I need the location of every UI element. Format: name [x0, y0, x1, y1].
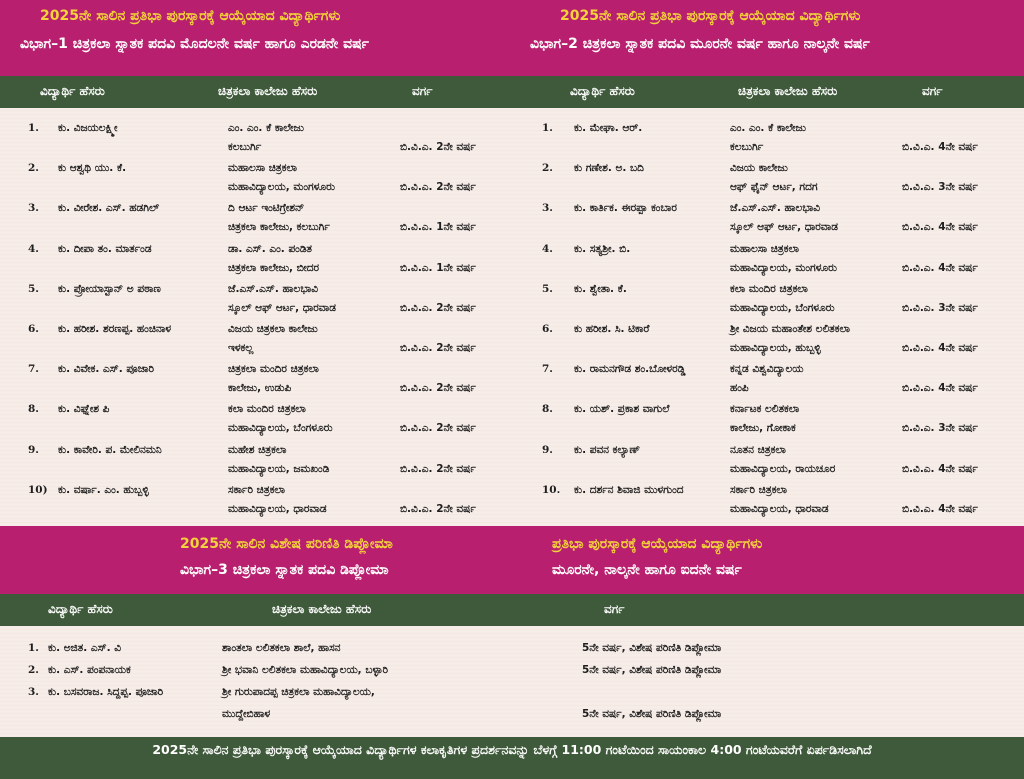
bottom-title-right: ಪ್ರತಿಭಾ ಪುರಸ್ಕಾರಕ್ಕೆ ಆಯ್ಕೆಯಾದ ವಿದ್ಯಾರ್ಥಿಗಳು: [552, 536, 763, 552]
college-name-line1: ಮಹಾಲಸಾ ಚಿತ್ರಕಲಾ: [228, 162, 298, 175]
college-name-line2: ಮಹಾವಿದ್ಯಾಲಯ, ರಾಯಚೂರ: [730, 462, 836, 475]
class-label: ಬಿ.ವಿ.ಎ. 3ನೇ ವರ್ಷ: [902, 422, 978, 435]
class-label: ಬಿ.ವಿ.ಎ. 4ನೇ ವರ್ಷ: [902, 382, 978, 395]
class-label: ಬಿ.ವಿ.ಎ. 1ನೇ ವರ್ಷ: [400, 261, 476, 274]
row-number: 10): [28, 483, 48, 496]
left-title: 2025ನೇ ಸಾಲಿನ ಪ್ರತಿಭಾ ಪುರಸ್ಕಾರಕ್ಕೆ ಆಯ್ಕೆಯಾದ ವಿದ್ಯಾರ್ಥಿಗಳು: [40, 8, 341, 24]
right-header-name: ವಿದ್ಯಾರ್ಥಿ ಹೆಸರು: [570, 84, 635, 98]
right-header-class: ವರ್ಗ: [922, 84, 943, 98]
college-name-line2: ಮಹಾವಿದ್ಯಾಲಯ, ಹುಬ್ಬಳ್ಳಿ: [730, 342, 821, 354]
class-label: ಬಿ.ವಿ.ಎ. 4ನೇ ವರ್ಷ: [902, 462, 978, 475]
college-name-line2: ಚಿತ್ರಕಲಾ ಕಾಲೇಜು, ಬೀದರ: [228, 261, 320, 274]
college-name-line2: ಸ್ಕೂಲ್ ಆಫ್ ಆರ್ಟ, ಧಾರವಾಡ: [730, 221, 838, 234]
class-label: ಬಿ.ವಿ.ಎ. 3ನೇ ವರ್ಷ: [902, 181, 978, 194]
class-label: ಬಿ.ವಿ.ಎ. 2ನೇ ವರ್ಷ: [400, 422, 476, 435]
bottom-header-name: ವಿದ್ಯಾರ್ಥಿ ಹೆಸರು: [48, 602, 113, 616]
college-name-line1: ಕಲಾ ಮಂದಿರ ಚಿತ್ರಕಲಾ: [228, 403, 306, 416]
class-label: 5ನೇ ವರ್ಷ, ವಿಶೇಷ ಪರಿಣಿತಿ ಡಿಪ್ಲೋಮಾ: [582, 708, 722, 720]
college-name-line1: ಮಹಾಲಸಾ ಚಿತ್ರಕಲಾ: [730, 242, 800, 255]
row-number: 6.: [28, 323, 39, 335]
college-name-line1: ಜೆ.ಎಸ್.ಎಸ್. ಹಾಲಭಾವಿ: [228, 282, 318, 295]
class-label: ಬಿ.ವಿ.ಎ. 2ನೇ ವರ್ಷ: [400, 141, 476, 153]
college-name-line1: ಕನ್ನಡ ವಿಶ್ವವಿದ್ಯಾಲಯ: [730, 363, 804, 376]
college-name-line2: ಕಾಲೇಜು, ಗೋಕಾಕ: [730, 422, 796, 435]
college-name-line2: ಮಹಾವಿದ್ಯಾಲಯ, ಜಮಖಂಡಿ: [228, 462, 330, 475]
student-name: ಕು. ರಾಮನಗೌಡ ಶಂ.ಬೋಳರಡ್ಡಿ: [574, 363, 686, 376]
row-number: 8.: [542, 403, 553, 416]
college-name-line2: ಇಳಕಲ್ಲ: [228, 342, 254, 354]
row-number: 9.: [542, 443, 553, 456]
college-name-line2: ಮಹಾವಿದ್ಯಾಲಯ, ಧಾರವಾಡ: [228, 502, 327, 515]
college-name-line1: ಕರ್ನಾಟಕ ಲಲಿತಕಲಾ: [730, 403, 800, 416]
college-name-line1: ವಿಜಯ ಚಿತ್ರಕಲಾ ಕಾಲೇಜು: [228, 323, 318, 335]
row-number: 1.: [28, 642, 39, 654]
college-name-line1: ಕಲಾ ಮಂದಿರ ಚಿತ್ರಕಲಾ: [730, 282, 808, 295]
row-number: 7.: [28, 363, 39, 376]
student-name: ಕು ಆಶ್ವಥಿ ಯು. ಕೆ.: [58, 162, 127, 175]
student-name: ಕು. ಹರೀಶ. ಶರಣಪ್ಪ. ಹಂಚಿನಾಳ: [58, 323, 172, 335]
row-number: 10.: [542, 483, 561, 496]
student-name: ಕು. ಎಸ್. ಪಂಪನಾಯಕ: [48, 664, 131, 676]
college-name-line2: ಮಹಾವಿದ್ಯಾಲಯ, ಧಾರವಾಡ: [730, 502, 829, 515]
row-number: 3.: [28, 202, 39, 215]
student-name: ಕು. ವೀರೇಶ. ಎಸ್. ಹಡಗಿಲ್: [58, 202, 160, 215]
class-label: ಬಿ.ವಿ.ಎ. 3ನೇ ವರ್ಷ: [902, 301, 978, 314]
row-number: 2.: [28, 664, 39, 676]
row-number: 5.: [28, 282, 39, 295]
college-name-line2: ಮಹಾವಿದ್ಯಾಲಯ, ಮಂಗಳೂರು: [730, 261, 837, 274]
row-number: 8.: [28, 403, 39, 416]
bottom-header-bar: [0, 594, 1024, 626]
student-name: ಕು. ಪ್ರೋಯಾಸ್ಟಾನ್ ಅ ಪಠಾಣ: [58, 282, 161, 295]
college-name-line2: ಚಿತ್ರಕಲಾ ಕಾಲೇಜು, ಕಲಬುರ್ಗಿ: [228, 221, 330, 234]
bottom-header-college: ಚಿತ್ರಕಲಾ ಕಾಲೇಜು ಹೆಸರು: [272, 602, 372, 616]
college-name-line2: ಕಾಲೇಜು, ಉಡುಪಿ: [228, 382, 292, 395]
college-name-line2: ಮಹಾವಿದ್ಯಾಲಯ, ಮಂಗಳೂರು: [228, 181, 335, 194]
class-label: ಬಿ.ವಿ.ಎ. 1ನೇ ವರ್ಷ: [400, 221, 476, 234]
row-number: 2.: [28, 162, 39, 175]
student-name: ಕು ಗಣೇಶ. ಅ. ಬದಿ: [574, 162, 644, 175]
footer-note: 2025ನೇ ಸಾಲಿನ ಪ್ರತಿಭಾ ಪುರಸ್ಕಾರಕ್ಕೆ ಆಯ್ಕೆಯಾದ ವಿದ್ಯಾರ್ಥಿಗಳ ಕಲಾಕೃತಿಗಳ ಪ್ರದರ್ಶನವನ್ನು ಬೆಳಗ್ಗೆ 11:00 ಗಂಟೆಯಿಂದ ಸಾಯಂಕಾಲ 4:00 ಗಂಟೆಯವರೆಗೆ ಏರ್ಪಡಿಸಲಾಗಿದೆ: [0, 737, 1024, 779]
row-number: 4.: [542, 242, 553, 255]
left-subtitle: ವಿಭಾಗ–1 ಚಿತ್ರಕಲಾ ಸ್ನಾತಕ ಪದವಿ ಮೊದಲನೇ ವರ್ಷ ಹಾಗೂ ಎರಡನೇ ವರ್ಷ: [20, 36, 369, 52]
class-label: ಬಿ.ವಿ.ಎ. 4ನೇ ವರ್ಷ: [902, 141, 978, 153]
student-name: ಕು. ಕಾರ್ತಿಕ. ಈರಪ್ಪಾ ಕಂಬಾರ: [574, 202, 677, 215]
college-name-line2: ಹಂಪಿ: [730, 382, 749, 395]
class-label: ಬಿ.ವಿ.ಎ. 2ನೇ ವರ್ಷ: [400, 502, 476, 515]
college-name-line1: ಎಂ. ಎಂ. ಕೆ ಕಾಲೇಜು: [228, 122, 304, 134]
college-name-line1: ಶ್ರೀ ಭವಾನಿ ಲಲಿತಕಲಾ ಮಹಾವಿದ್ಯಾಲಯ, ಬಳ್ಳಾರಿ: [222, 664, 389, 676]
row-number: 3.: [28, 686, 39, 698]
college-name-line2: ಕಲಬುರ್ಗಿ: [730, 141, 764, 153]
college-name-line2: ಮಹಾವಿದ್ಯಾಲಯ, ಬೆಂಗಳೂರು: [730, 301, 835, 314]
class-label: ಬಿ.ವಿ.ಎ. 2ನೇ ವರ್ಷ: [400, 181, 476, 194]
bottom-header-class: ವರ್ಗ: [604, 602, 625, 616]
top-header-bar: [0, 76, 1024, 108]
student-name: ಕು. ವರ್ಷಾ. ಎಂ. ಹುಬ್ಬಳ್ಳಿ: [58, 483, 149, 496]
bottom-subtitle-right: ಮೂರನೇ, ನಾಲ್ಕನೇ ಹಾಗೂ ಐದನೇ ವರ್ಷ: [552, 562, 742, 578]
class-label: ಬಿ.ವಿ.ಎ. 4ನೇ ವರ್ಷ: [902, 342, 978, 354]
row-number: 5.: [542, 282, 553, 295]
student-name: ಕು. ಅಜಿತ. ಎಸ್. ವಿ: [48, 642, 122, 654]
college-name-line2: ಆಫ್ ಫೈನ್ ಆರ್ಟ, ಗದಗ: [730, 181, 818, 194]
college-name-line1: ನೂತನ ಚಿತ್ರಕಲಾ: [730, 443, 786, 456]
row-number: 1.: [28, 122, 39, 134]
row-number: 7.: [542, 363, 553, 376]
bottom-title-band: [0, 526, 1024, 594]
college-name-line1: ವಿಜಯ ಕಾಲೇಜು: [730, 162, 788, 175]
student-name: ಕು. ಬಸವರಾಜ. ಸಿದ್ದಪ್ಪ. ಪೂಜಾರಿ: [48, 686, 164, 698]
college-name-line1: ಸರ್ಕಾರಿ ಚಿತ್ರಕಲಾ: [228, 483, 285, 496]
class-label: ಬಿ.ವಿ.ಎ. 4ನೇ ವರ್ಷ: [902, 261, 978, 274]
bottom-title-left: 2025ನೇ ಸಾಲಿನ ವಿಶೇಷ ಪರಿಣಿತಿ ಡಿಪ್ಲೋಮಾ: [180, 536, 393, 552]
college-name-line2: ಮುದ್ದೇಬಿಹಾಳ: [222, 708, 271, 720]
student-name: ಕು. ವಿಘ್ನೇಶ ಪಿ: [58, 403, 110, 416]
student-name: ಕು. ಕಾವೇರಿ. ಪ. ಮೇಲಿನಮನಿ: [58, 443, 162, 456]
row-number: 4.: [28, 242, 39, 255]
row-number: 1.: [542, 122, 553, 134]
college-name-line1: ಡಾ. ಎಸ್. ಎಂ. ಪಂಡಿತ: [228, 242, 313, 255]
college-name-line2: ಸ್ಕೂಲ್ ಆಫ್ ಆರ್ಟ, ಧಾರವಾಡ: [228, 301, 336, 314]
college-name-line1: ಶ್ರೀ ವಿಜಯ ಮಹಾಂತೇಶ ಲಲಿತಕಲಾ: [730, 323, 850, 335]
student-name: ಕು. ಯಶ್. ಪ್ರಕಾಶ ವಾಗುಲೆ: [574, 403, 670, 416]
class-label: ಬಿ.ವಿ.ಎ. 2ನೇ ವರ್ಷ: [400, 342, 476, 354]
student-name: ಕು. ಪವನ ಕಲ್ಯಾಣ್: [574, 443, 640, 456]
college-name-line1: ದಿ ಆರ್ಟ ಇಂಟಿಗ್ರೇಶನ್: [228, 202, 305, 215]
class-label: 5ನೇ ವರ್ಷ, ವಿಶೇಷ ಪರಿಣಿತಿ ಡಿಪ್ಲೋಮಾ: [582, 642, 722, 654]
student-name: ಕು. ವಿಜಯಲಕ್ಷ್ಮೀ: [58, 122, 118, 134]
class-label: ಬಿ.ವಿ.ಎ. 2ನೇ ವರ್ಷ: [400, 301, 476, 314]
student-name: ಕು ಹರೀಶ. ಸಿ. ಟಿಕಾರೆ: [574, 323, 650, 335]
class-label: ಬಿ.ವಿ.ಎ. 2ನೇ ವರ್ಷ: [400, 462, 476, 475]
class-label: ಬಿ.ವಿ.ಎ. 4ನೇ ವರ್ಷ: [902, 502, 978, 515]
student-name: ಕು. ವಿವೇಕ. ಎಸ್. ಪೂಜಾರಿ: [58, 363, 155, 376]
student-name: ಕು. ಮೇಘಾ. ಆರ್.: [574, 122, 643, 134]
bottom-table-area: [0, 626, 1024, 737]
student-name: ಕು. ದರ್ಶನ ಶಿವಾಜಿ ಮುಳಗುಂದ: [574, 483, 684, 496]
row-number: 3.: [542, 202, 553, 215]
college-name-line1: ಶ್ರೀ ಗುರುಪಾದಪ್ಪ ಚಿತ್ರಕಲಾ ಮಹಾವಿದ್ಯಾಲಯ,: [222, 686, 375, 698]
left-header-class: ವರ್ಗ: [412, 84, 433, 98]
student-name: ಕು. ದೀಪಾ ತಂ. ಮಾರ್ತಂಡ: [58, 242, 152, 255]
class-label: 5ನೇ ವರ್ಷ, ವಿಶೇಷ ಪರಿಣಿತಿ ಡಿಪ್ಲೋಮಾ: [582, 664, 722, 676]
top-table-area: [0, 108, 1024, 526]
left-header-name: ವಿದ್ಯಾರ್ಥಿ ಹೆಸರು: [40, 84, 105, 98]
college-name-line1: ಸರ್ಕಾರಿ ಚಿತ್ರಕಲಾ: [730, 483, 787, 496]
row-number: 9.: [28, 443, 39, 456]
row-number: 2.: [542, 162, 553, 175]
student-name: ಕು. ಶ್ವೇತಾ. ಕೆ.: [574, 282, 627, 295]
row-number: 6.: [542, 323, 553, 335]
right-header-college: ಚಿತ್ರಕಲಾ ಕಾಲೇಜು ಹೆಸರು: [738, 84, 838, 98]
student-name: ಕು. ಸತ್ಯಶ್ರೀ. ಬಿ.: [574, 242, 631, 255]
college-name-line1: ಎಂ. ಎಂ. ಕೆ ಕಾಲೇಜು: [730, 122, 806, 134]
college-name-line2: ಕಲಬುರ್ಗಿ: [228, 141, 262, 153]
college-name-line2: ಮಹಾವಿದ್ಯಾಲಯ, ಬೆಂಗಳೂರು: [228, 422, 333, 435]
left-header-college: ಚಿತ್ರಕಲಾ ಕಾಲೇಜು ಹೆಸರು: [218, 84, 318, 98]
bottom-subtitle-left: ವಿಭಾಗ–3 ಚಿತ್ರಕಲಾ ಸ್ನಾತಕ ಪದವಿ ಡಿಪ್ಲೋಮಾ: [180, 562, 389, 578]
class-label: ಬಿ.ವಿ.ಎ. 2ನೇ ವರ್ಷ: [400, 382, 476, 395]
college-name-line1: ಜೆ.ಎಸ್.ಎಸ್. ಹಾಲಭಾವಿ: [730, 202, 820, 215]
right-title: 2025ನೇ ಸಾಲಿನ ಪ್ರತಿಭಾ ಪುರಸ್ಕಾರಕ್ಕೆ ಆಯ್ಕೆಯಾದ ವಿದ್ಯಾರ್ಥಿಗಳು: [560, 8, 861, 24]
class-label: ಬಿ.ವಿ.ಎ. 4ನೇ ವರ್ಷ: [902, 221, 978, 234]
college-name-line1: ಮಹೇಶ ಚಿತ್ರಕಲಾ: [228, 443, 287, 456]
college-name-line1: ಶಾಂತಲಾ ಲಲಿತಕಲಾ ಶಾಲೆ, ಹಾಸನ: [222, 642, 341, 654]
right-subtitle: ವಿಭಾಗ–2 ಚಿತ್ರಕಲಾ ಸ್ನಾತಕ ಪದವಿ ಮೂರನೇ ವರ್ಷ ಹಾಗೂ ನಾಲ್ಕನೇ ವರ್ಷ: [530, 36, 870, 52]
college-name-line1: ಚಿತ್ರಕಲಾ ಮಂದಿರ ಚಿತ್ರಕಲಾ: [228, 363, 319, 376]
